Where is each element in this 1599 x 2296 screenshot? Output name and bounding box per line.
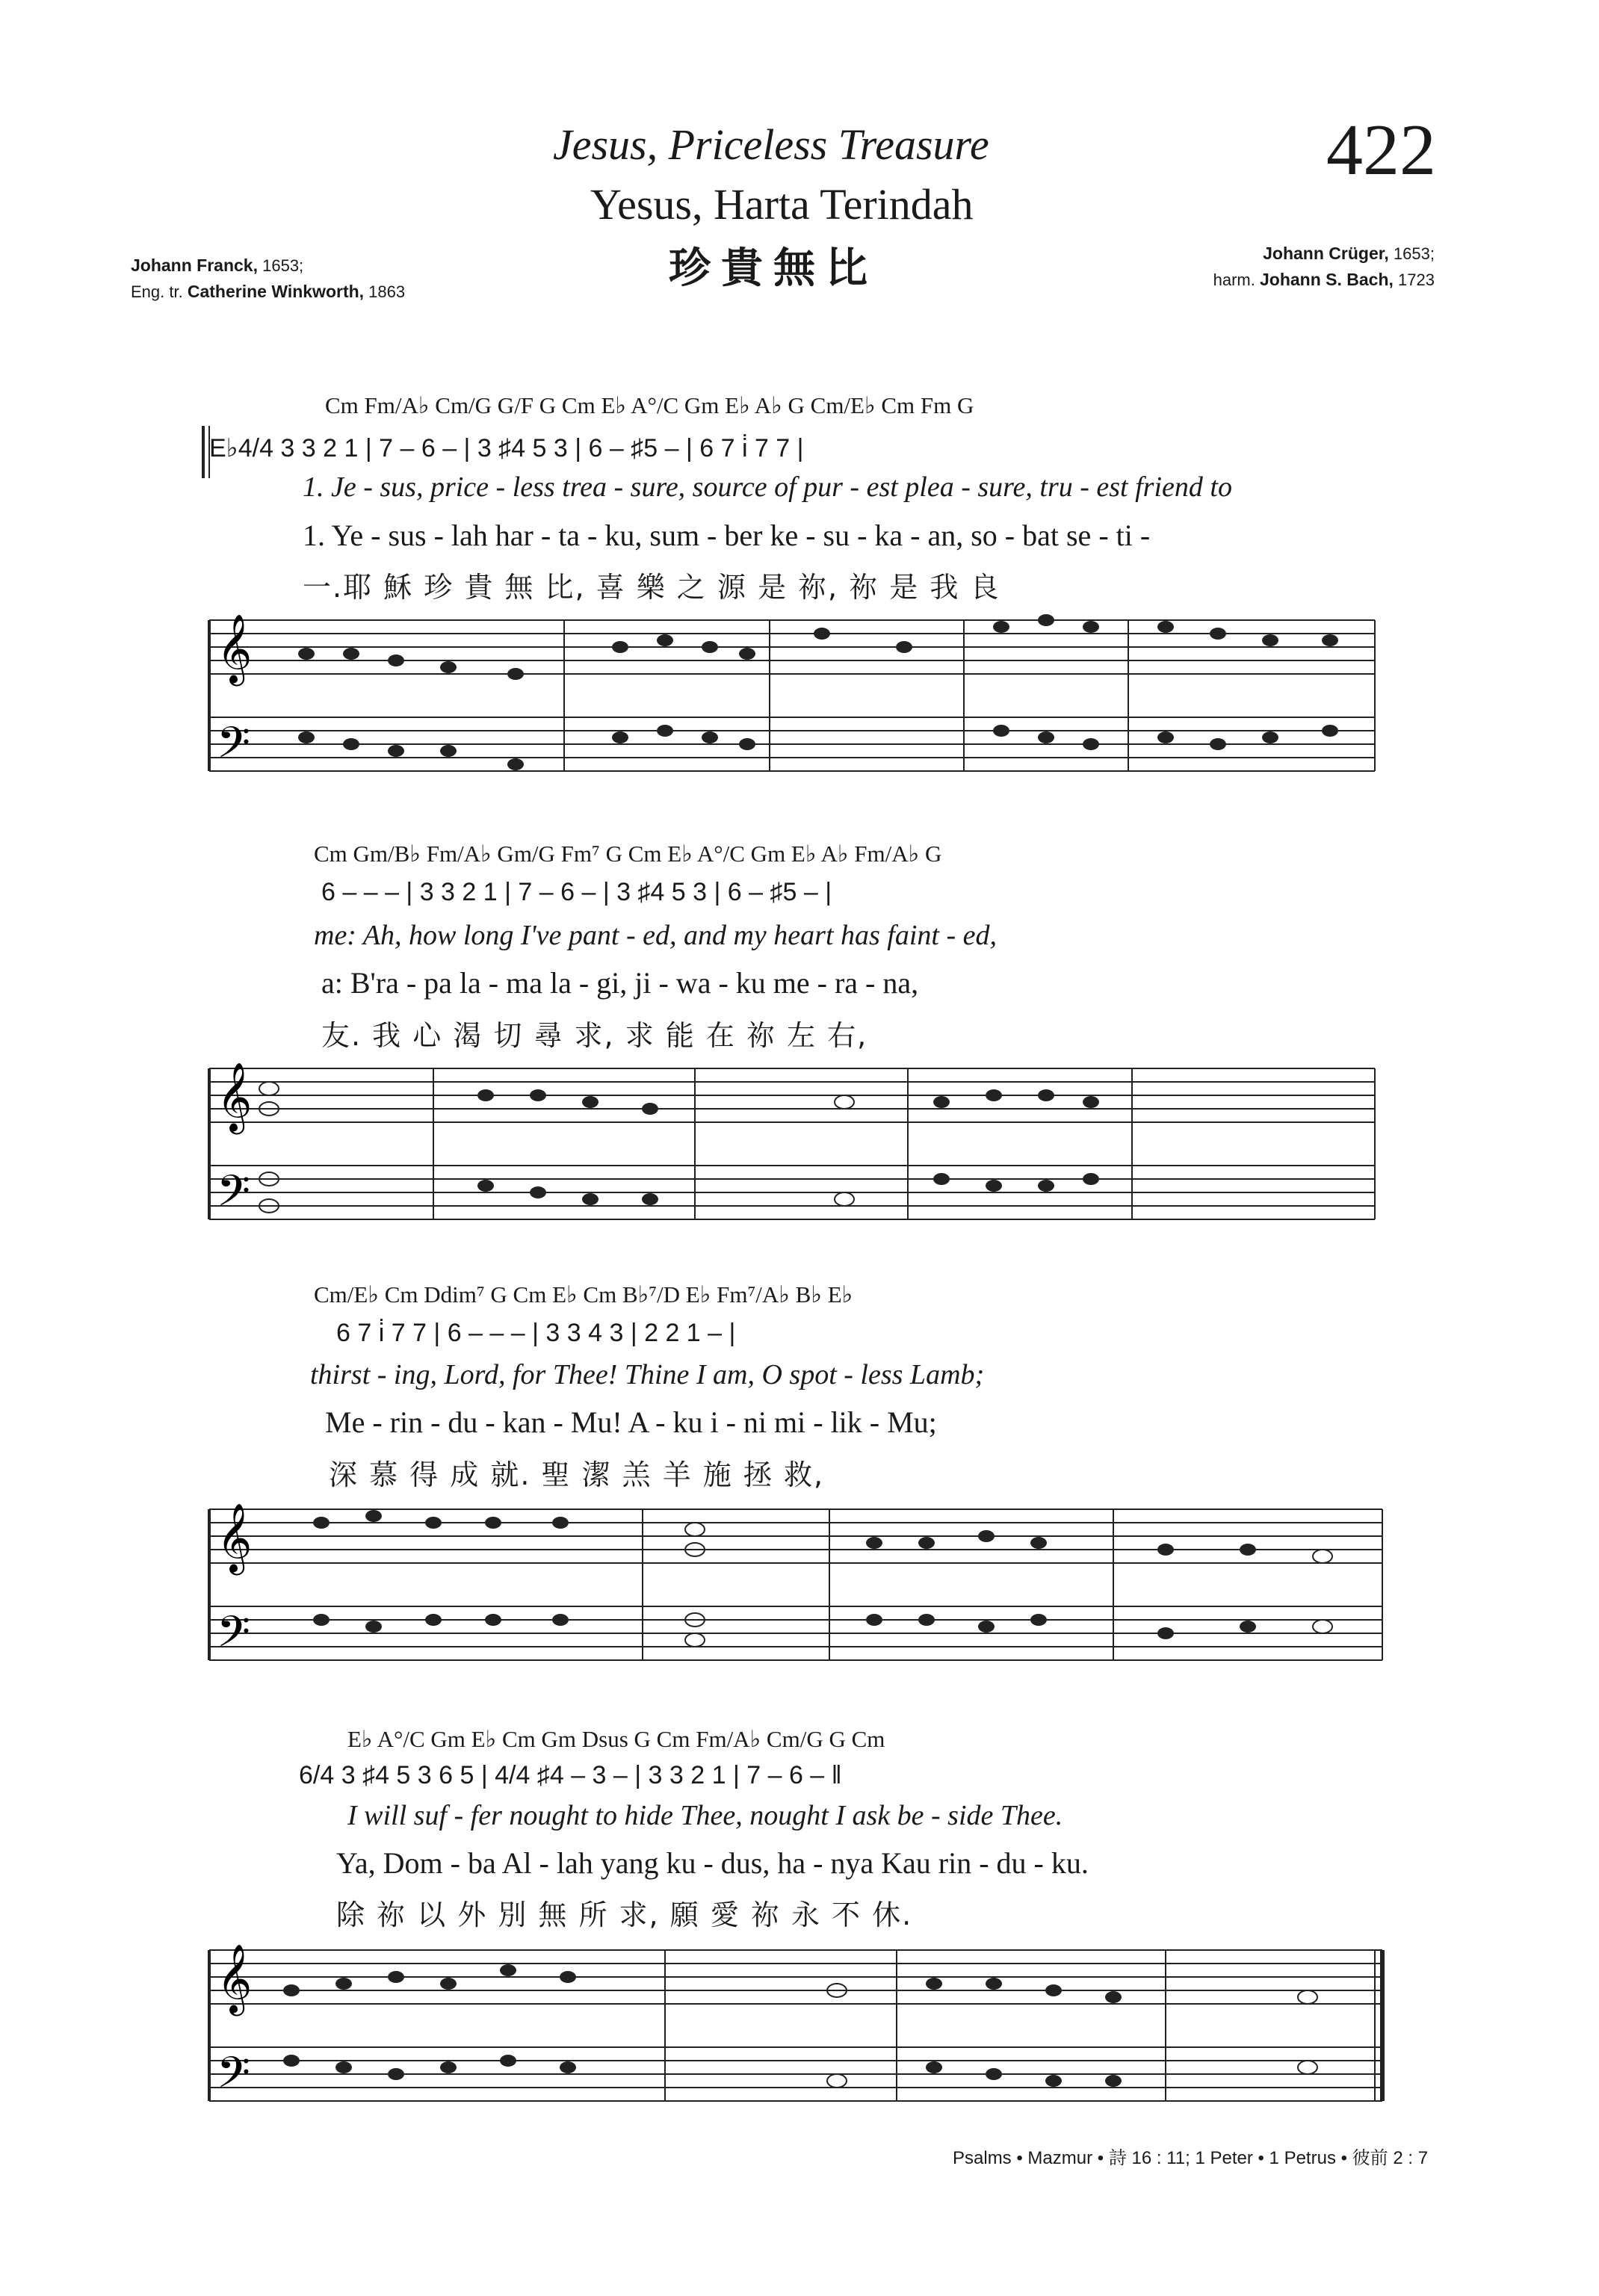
- translator-year: 1863: [368, 282, 406, 301]
- scripture-reference: Psalms • Mazmur • 詩 16 : 11; 1 Peter • 1 Petrus • 彼前 2 : 7: [953, 2148, 1429, 2168]
- lyrics-english: 1. Je - sus, price - less trea - sure, source of pur - est plea - sure, tru - est friend to: [303, 471, 1232, 503]
- lyrics-indonesian: Ya, Dom - ba Al - lah yang ku - dus, ha - nya Kau rin - du - ku.: [336, 1846, 1089, 1880]
- composer-year: 1653;: [1393, 244, 1435, 263]
- numbered-notation: 6/4 3 ♯4 5 3 6 5 | 4/4 ♯4 – 3 – | 3 3 2 1 | 7 – 6 – ‖: [299, 1761, 842, 1789]
- lyrics-indonesian: 1. Ye - sus - lah har - ta - ku, sum - ber ke - su - ka - an, so - bat se - ti -: [303, 519, 1151, 552]
- lyrics-chinese: 深 慕 得 成 就. 聖 潔 羔 羊 施 拯 救,: [329, 1458, 825, 1491]
- translator-prefix: Eng. tr.: [131, 282, 183, 301]
- lyrics-english: thirst - ing, Lord, for Thee! Thine I am, O spot - less Lamb;: [310, 1359, 985, 1390]
- chord-line: E♭ A°/C Gm E♭ Cm Gm Dsus G Cm Fm/A♭ Cm/G G Cm: [347, 1726, 885, 1752]
- harmonizer-year: 1723: [1398, 270, 1435, 289]
- title-english: Jesus, Priceless Treasure: [553, 120, 989, 169]
- svg-text:𝄞: 𝄞: [217, 1062, 253, 1131]
- harmonizer-name: Johann S. Bach,: [1259, 270, 1394, 289]
- chord-line: Cm/E♭ Cm Ddim⁷ G Cm E♭ Cm B♭⁷/D E♭ Fm⁷/A♭ B♭ E♭: [314, 1281, 853, 1308]
- svg-text:𝄢: 𝄢: [217, 1606, 251, 1668]
- author-credit: [131, 253, 405, 305]
- numbered-notation: 6 – – – | 3 3 2 1 | 7 – 6 – | 3 ♯4 5 3 | 6 – ♯5 – |: [321, 878, 832, 906]
- author-year: 1653;: [262, 256, 304, 275]
- title-chinese: 珍貴無比: [669, 244, 878, 293]
- grand-staff: [202, 1935, 1390, 2122]
- grand-staff: [202, 1494, 1390, 1681]
- lyrics-indonesian: a: B'ra - pa la - ma la - gi, ji - wa - ku me - ra - na,: [321, 966, 919, 1000]
- svg-text:𝄢: 𝄢: [217, 1166, 251, 1227]
- lyrics-chinese: 友. 我 心 渴 切 尋 求, 求 能 在 祢 左 右,: [321, 1019, 868, 1052]
- hymn-number: 422: [1326, 110, 1436, 191]
- numbered-notation: E♭4/4 3 3 2 1 | 7 – 6 – | 3 ♯4 5 3 | 6 – ♯5 – | 6 7 i̇ 7 7 |: [209, 434, 804, 462]
- numbered-notation: 6 7 i̇ 7 7 | 6 – – – | 3 3 4 3 | 2 2 1 – |: [336, 1319, 736, 1347]
- author-name: Johann Franck,: [131, 256, 258, 275]
- grand-staff: [202, 605, 1382, 792]
- lyrics-english: I will suf - fer nought to hide Thee, nought I ask be - side Thee.: [347, 1800, 1063, 1831]
- lyrics-chinese: 一.耶 穌 珍 貴 無 比, 喜 樂 之 源 是 祢, 祢 是 我 良: [303, 571, 1000, 604]
- grand-staff: [202, 1053, 1382, 1240]
- svg-text:𝄞: 𝄞: [217, 613, 253, 683]
- composer-credit: [1213, 241, 1435, 293]
- composer-name: Johann Crüger,: [1263, 244, 1389, 263]
- chord-line: Cm Fm/A♭ Cm/G G/F G Cm E♭ A°/C Gm E♭ A♭ G Cm/E♭ Cm Fm G: [325, 392, 974, 418]
- svg-text:𝄞: 𝄞: [217, 1503, 253, 1572]
- lyrics-indonesian: Me - rin - du - kan - Mu! A - ku i - ni mi - lik - Mu;: [325, 1405, 937, 1439]
- chord-line: Cm Gm/B♭ Fm/A♭ Gm/G Fm⁷ G Cm E♭ A°/C Gm E♭ A♭ Fm/A♭ G: [314, 841, 942, 867]
- harmonizer-prefix: harm.: [1213, 270, 1255, 289]
- lyrics-english: me: Ah, how long I've pant - ed, and my heart has faint - ed,: [314, 920, 997, 951]
- svg-text:𝄢: 𝄢: [217, 717, 251, 779]
- svg-text:𝄞: 𝄞: [217, 1943, 253, 2013]
- translator-name: Catherine Winkworth,: [187, 282, 365, 301]
- title-indonesian: Yesus, Harta Terindah: [590, 180, 974, 229]
- lyrics-chinese: 除 祢 以 外 別 無 所 求, 願 愛 祢 永 不 休.: [336, 1899, 913, 1931]
- svg-text:𝄢: 𝄢: [217, 2047, 251, 2108]
